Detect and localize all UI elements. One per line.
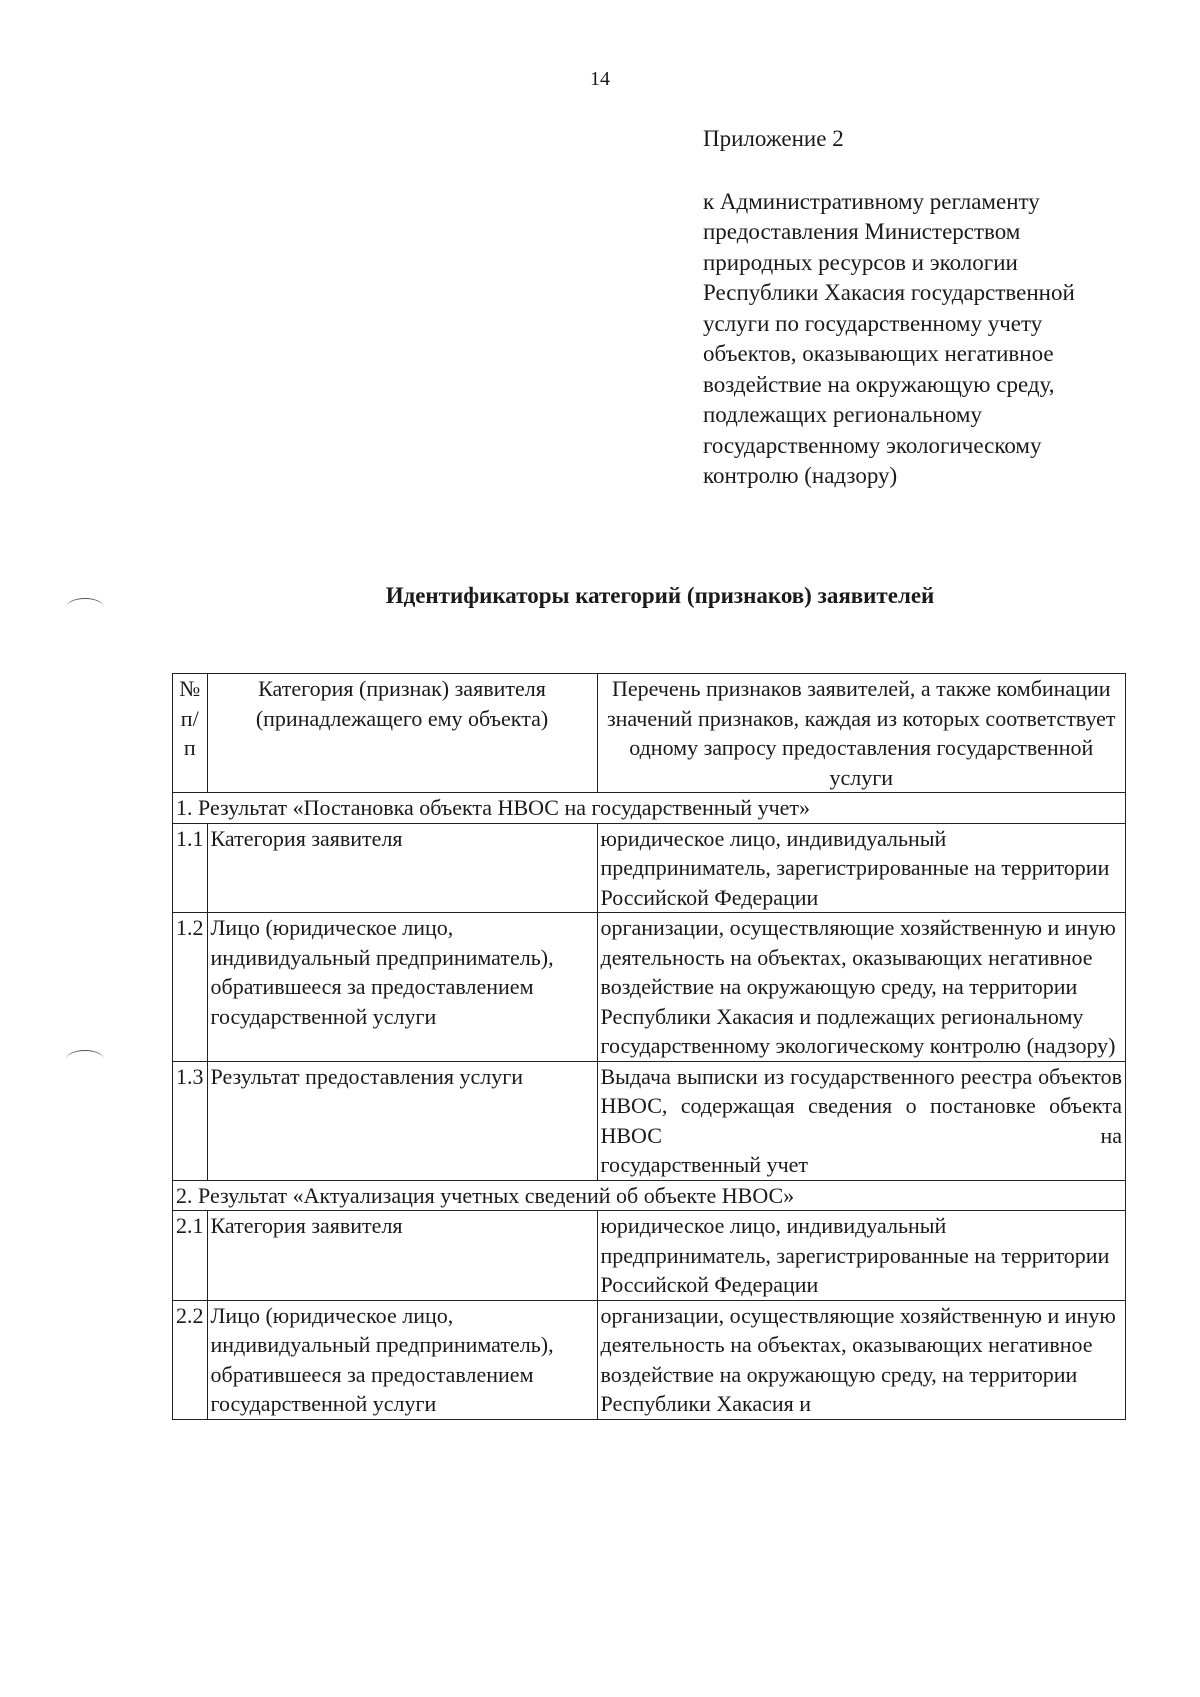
row-category: Категория заявителя	[207, 1211, 597, 1301]
appendix-text: к Административному регламенту предоставления Министерством природных ресурсов и экологии Республики Хакасия государственной услуги по государственному учету объектов, оказывающих негативное воздействие на окружающую среду, подлежащих региональному государственному экологическому контролю (надзору)	[703, 188, 1075, 488]
appendix-block	[703, 124, 1173, 492]
scan-mark-lower	[66, 1050, 104, 1069]
applicant-categories-table	[172, 673, 1126, 1420]
table-row	[173, 913, 1126, 1062]
row-number: 2.2	[173, 1300, 208, 1419]
row-number: 1.1	[173, 823, 208, 913]
row-category: Результат предоставления услуги	[207, 1061, 597, 1180]
section-title: 2. Результат «Актуализация учетных сведений об объекте НВОС»	[173, 1180, 1126, 1211]
row-features: организации, осуществляющие хозяйственную и иную деятельность на объектах, оказывающих негативное воздействие на окружающую среду, на территории Республики Хакасия и	[597, 1300, 1126, 1419]
row-features: организации, осуществляющие хозяйственную и иную деятельность на объектах, оказывающих негативное воздействие на окружающую среду, на территории Республики Хакасия и подлежащих региональному государственному экологическому контролю (надзору)	[597, 913, 1126, 1062]
row-category: Лицо (юридическое лицо, индивидуальный предприниматель), обратившееся за предоставлением государственной услуги	[207, 913, 597, 1062]
header-category: Категория (признак) заявителя (принадлежащего ему объекта)	[207, 674, 597, 793]
table-header-row	[173, 674, 1126, 793]
header-number: № п/п	[173, 674, 208, 793]
document-title: Идентификаторы категорий (признаков) заявителей	[385, 583, 935, 608]
row-features: юридическое лицо, индивидуальный предприниматель, зарегистрированные на территории Российской Федерации	[597, 1211, 1126, 1301]
table-row	[173, 823, 1126, 913]
section-row-1	[173, 793, 1126, 824]
table-row	[173, 1211, 1126, 1301]
table-row	[173, 1300, 1126, 1419]
row-number: 1.3	[173, 1061, 208, 1180]
row-number: 1.2	[173, 913, 208, 1062]
page-number: 14	[590, 68, 610, 90]
section-row-2	[173, 1180, 1126, 1211]
row-features-main: Выдача выписки из государственного реестра объектов НВОС, содержащая сведения о постановке объекта НВОС на	[600, 1063, 1122, 1148]
row-number: 2.1	[173, 1211, 208, 1301]
appendix-title: Приложение 2	[703, 126, 844, 151]
row-features-last: государственный учет	[600, 1152, 809, 1177]
row-category: Лицо (юридическое лицо, индивидуальный предприниматель), обратившееся за предоставлением государственной услуги	[207, 1300, 597, 1419]
row-features: юридическое лицо, индивидуальный предприниматель, зарегистрированные на территории Российской Федерации	[597, 823, 1126, 913]
header-features: Перечень признаков заявителей, а также комбинации значений признаков, каждая из которых соответствует одному запросу предоставления государственной услуги	[597, 674, 1126, 793]
row-category: Категория заявителя	[207, 823, 597, 913]
row-features	[597, 1061, 1126, 1180]
table-row	[173, 1061, 1126, 1180]
section-title: 1. Результат «Постановка объекта НВОС на государственный учет»	[173, 793, 1126, 824]
